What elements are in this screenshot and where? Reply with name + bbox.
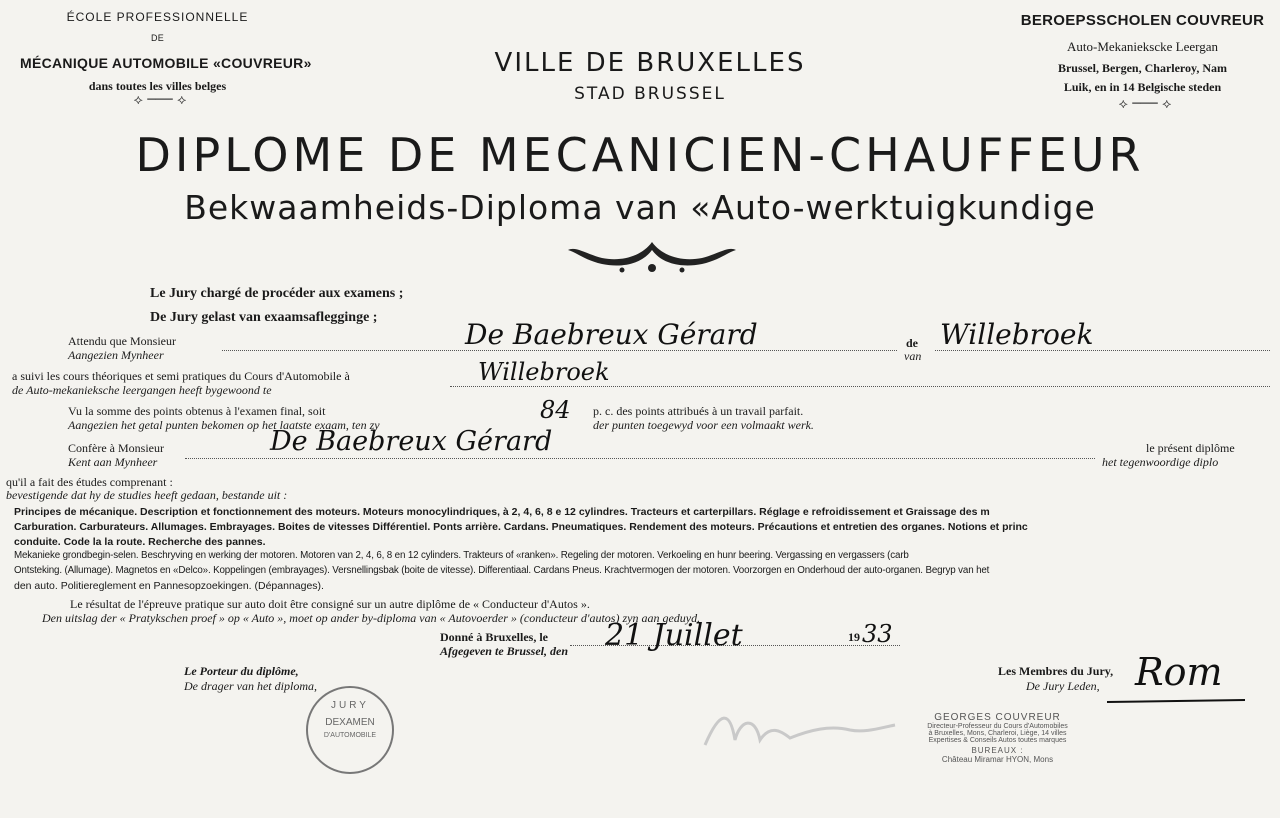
diploma-title-fr: DIPLOME DE MECANICIEN-CHAUFFEUR bbox=[135, 128, 1145, 182]
confere-nl: Kent aan Mynheer bbox=[68, 455, 158, 469]
attendu-nl: Aangezien Mynheer bbox=[68, 348, 164, 362]
director-stamp bbox=[885, 712, 1110, 764]
director-stamp-line5: BUREAUX : bbox=[971, 746, 1024, 755]
signature-underline-icon bbox=[1105, 690, 1255, 710]
jury-nl: De Jury gelast van exaamsaflegginge ; bbox=[150, 310, 378, 325]
result-fr: Le résultat de l'épreuve pratique sur auto doit être consigné sur un autre diplôme de « Conducteur d'Autos ». bbox=[70, 597, 590, 611]
studies-para-nl-1: Mekanieke grondbegin-selen. Beschryving en werking der motoren. Motoren van 2, 4, 6, 8 en 12 cylinders. Trakteurs of «ranken». Regeling der motoren. Verkoeling en hunr beering. Vergassing en vergassers (carb bbox=[14, 550, 909, 561]
faint-signature-icon bbox=[700, 700, 900, 760]
year-prefix: 19 bbox=[848, 630, 860, 644]
studies-para-nl-3: den auto. Politiereglement en Pannesopzoekingen. (Dépannages). bbox=[14, 580, 324, 592]
jury-members-nl: De Jury Leden, bbox=[1026, 679, 1100, 693]
date-handwritten: 21 Juillet bbox=[605, 618, 743, 653]
cours-fr: a suivi les cours théoriques et semi pratiques du Cours d'Automobile à bbox=[12, 369, 350, 383]
date-fr: Donné à Bruxelles, le bbox=[440, 630, 548, 644]
cours-nl: de Auto-mekanieksche leergangen heeft bygewoond te bbox=[12, 383, 272, 397]
holder-name-handwritten: De Baebreux Gérard bbox=[465, 318, 758, 351]
studies-para-fr-1: Principes de mécanique. Description et fonctionnement des moteurs. Moteurs monocylindriques, à 2, 4, 6, 8 e 12 cylindres. Tracteurs et carterpillars. Réglage e refroidissement et Graissage des m bbox=[14, 506, 990, 518]
de-fr: de bbox=[906, 336, 918, 350]
stamp-line2: DEXAMEN bbox=[325, 717, 375, 728]
diplome-nl: het tegenwoordige diplo bbox=[1102, 455, 1219, 469]
origin-handwritten: Willebroek bbox=[940, 318, 1094, 351]
school-name-line1: ÉCOLE PROFESSIONNELLE bbox=[66, 10, 249, 24]
name2-dotted-line bbox=[185, 458, 1095, 459]
points-handwritten: 84 bbox=[540, 396, 571, 424]
school-nl-line1: BEROEPSSCHOLEN COUVREUR bbox=[1020, 12, 1265, 29]
studies-para-nl-2: Ontsteking. (Allumage). Magnetos en «Delco». Koppelingen (embrayages). Versnellingsbak (boite de vitesse). Differentiaal. Cardans Pneus. Krachtvermogen der motoren. Voorzorgen en Onderhoud der auto-organen. Begryp van het bbox=[14, 565, 990, 576]
stamp-line3: D'AUTOMOBILE bbox=[323, 732, 377, 739]
jury-round-stamp bbox=[306, 686, 394, 774]
points-nl: Aangezien het getal punten bekomen op het laatste exaam, ten zy bbox=[68, 418, 380, 432]
year-handwritten: 33 bbox=[862, 620, 893, 648]
location-handwritten: Willebroek bbox=[478, 358, 610, 386]
jury-signature: Rom bbox=[1135, 650, 1223, 694]
jury-fr: Le Jury chargé de procéder aux examens ; bbox=[150, 286, 404, 301]
studies-para-fr-3: conduite. Code la la route. Recherche des pannes. bbox=[14, 536, 266, 548]
date-nl: Afgegeven te Brussel, den bbox=[440, 644, 568, 658]
holder-name2-handwritten: De Baebreux Gérard bbox=[270, 426, 553, 457]
director-stamp-line3: à Bruxelles, Mons, Charleroi, Liège, 14 villes bbox=[928, 730, 1067, 737]
school-name-line4: dans toutes les villes belges bbox=[88, 79, 227, 93]
city-nl: STAD BRUSSEL bbox=[574, 84, 726, 104]
confere-fr: Confère à Monsieur bbox=[68, 441, 164, 455]
points-after-fr: p. c. des points attribués à un travail parfait. bbox=[593, 404, 804, 418]
city-fr: VILLE DE BRUXELLES bbox=[494, 48, 806, 78]
porteur-nl: De drager van het diploma, bbox=[184, 679, 317, 693]
school-nl-line2: Auto-Mekaniekscke Leergan bbox=[1066, 39, 1218, 54]
director-stamp-line2: Directeur-Professeur du Cours d'Automobiles bbox=[927, 723, 1068, 730]
studies-nl: bevestigende dat hy de studies heeft gedaan, bestande uit : bbox=[6, 488, 288, 502]
result-nl: Den uitslag der « Pratykschen proef » op « Auto », moet op ander by-diploma van « Autovoerder » (conducteur d'autos) zyn aan geduyd. bbox=[42, 611, 701, 625]
porteur-fr: Le Porteur du diplôme, bbox=[184, 664, 299, 678]
stamp-line1: JURY bbox=[331, 700, 369, 711]
ornament-left-icon: ⟡ ─── ⟡ bbox=[133, 92, 187, 108]
studies-para-fr-2: Carburation. Carburateurs. Allumages. Embrayages. Boites de vitesses Différentiel. Ponts arrière. Cardans. Pneumatiques. Rendement des moteurs. Précautions et entretien des organes. Notions et princ bbox=[14, 521, 1028, 533]
ornament-right-icon: ⟡ ─── ⟡ bbox=[1118, 96, 1172, 112]
diplome-fr: le présent diplôme bbox=[1146, 441, 1235, 455]
location-dotted-line bbox=[450, 386, 1270, 387]
diploma-title-nl: Bekwaamheids-Diploma van «Auto-werktuigkundige bbox=[184, 188, 1096, 227]
director-stamp-line6: Château Miramar HYON, Mons bbox=[941, 755, 1054, 764]
jury-members-fr: Les Membres du Jury, bbox=[998, 664, 1114, 678]
de-nl: van bbox=[904, 349, 922, 363]
director-stamp-line1: GEORGES COUVREUR bbox=[934, 712, 1061, 723]
points-fr: Vu la somme des points obtenus à l'examen final, soit bbox=[68, 404, 326, 418]
director-stamp-line4: Expertises & Conseils Autos toutes marques bbox=[928, 737, 1067, 744]
school-nl-line4: Luik, en in 14 Belgische steden bbox=[1063, 80, 1222, 94]
flourish-ornament-icon bbox=[562, 236, 742, 276]
school-name-line2: DE bbox=[150, 33, 165, 43]
school-name-line3: MÉCANIQUE AUTOMOBILE «COUVREUR» bbox=[20, 55, 312, 71]
points-after-nl: der punten toegewyd voor een volmaakt werk. bbox=[593, 418, 814, 432]
attendu-fr: Attendu que Monsieur bbox=[68, 334, 176, 348]
school-nl-line3: Brussel, Bergen, Charleroy, Nam bbox=[1057, 61, 1228, 75]
studies-fr: qu'il a fait des études comprenant : bbox=[6, 475, 173, 489]
